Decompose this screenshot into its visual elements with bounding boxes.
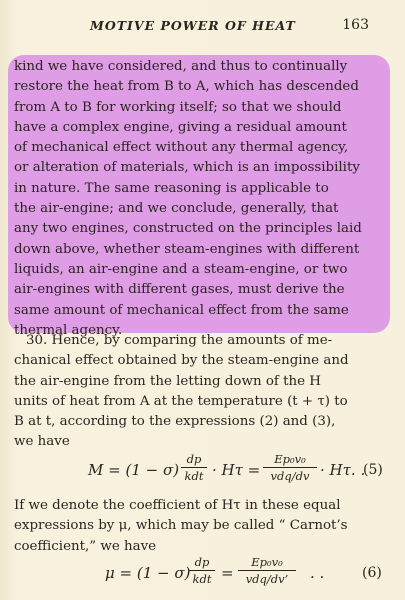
fraction-bar — [263, 467, 317, 468]
text-line: have a complex engine, giving a residual amount — [14, 119, 347, 135]
equation-lhs: μ = (1 − σ) — [105, 564, 191, 582]
text-line: liquids, an air-engine and a steam-engine, or two — [14, 261, 348, 277]
fraction-numerator: Ep₀v₀ — [251, 555, 283, 569]
text-line: 30. Hence, by comparing the amounts of me- — [26, 333, 333, 348]
fraction-bar — [189, 570, 215, 571]
equation-rhs: · Hτ. . — [320, 461, 366, 479]
fraction-numerator: Ep₀v₀ — [274, 452, 306, 466]
equation-rhs: . . — [310, 564, 325, 582]
fraction-bar — [181, 467, 207, 468]
text-line: down above, whether steam-engines with different — [14, 241, 360, 257]
text-line: air-engines with different gases, must derive the — [14, 282, 345, 298]
paragraph-carnot-coefficient — [14, 496, 369, 557]
equation-number: (5) — [363, 462, 383, 478]
fraction-denominator: vdq/dv’ — [245, 572, 289, 586]
text-line: coefficient,” we have — [14, 538, 157, 554]
text-line: or alteration of materials, which is an impossibility — [14, 160, 360, 176]
text-line: chanical effect obtained by the steam-engine and — [14, 353, 349, 369]
fraction-numerator: dp — [186, 452, 202, 466]
text-line: units of heat from A at the temperature (t + τ) to — [14, 393, 348, 409]
text-line: we have — [14, 434, 70, 450]
page-header — [0, 18, 405, 36]
text-line: expressions by μ, which may be called “ Carnot’s — [14, 518, 348, 534]
text-line: of mechanical effect without any thermal agency, — [14, 140, 349, 156]
fraction-denominator: kdt — [184, 469, 204, 483]
fraction-numerator: dp — [194, 555, 210, 569]
text-line: kind we have considered, and thus to continually — [14, 59, 348, 74]
fraction-ep-vdq — [263, 452, 317, 483]
text-line: from A to B for working itself; so that we should — [14, 99, 342, 115]
fraction-ep-vdq — [238, 555, 296, 586]
fraction-bar — [238, 570, 296, 571]
running-title: MOTIVE POWER OF HEAT — [90, 18, 296, 33]
text-line: the air-engine from the letting down of the H — [14, 373, 321, 389]
text-line: thermal agency. — [14, 322, 123, 338]
paragraph-section-30 — [14, 331, 369, 453]
fraction-dp-kdt — [181, 452, 207, 483]
equation-lhs: M = (1 − σ) — [88, 461, 180, 479]
equation-number: (6) — [362, 565, 382, 581]
equation-middle: · Hτ = — [212, 461, 261, 479]
text-line: B at t, according to the expressions (2) and (3), — [14, 414, 336, 430]
fraction-dp-kdt — [189, 555, 215, 586]
paragraph-highlighted — [14, 57, 369, 341]
fraction-denominator: kdt — [192, 572, 212, 586]
equation-6 — [105, 552, 390, 594]
text-line: the air-engine; and we conclude, generally, that — [14, 201, 339, 217]
equation-middle: = — [221, 564, 234, 582]
text-line: restore the heat from B to A, which has descended — [14, 79, 359, 95]
equation-5 — [88, 450, 388, 490]
text-line: If we denote the coefficient of Hτ in these equal — [14, 498, 341, 513]
text-line: in nature. The same reasoning is applicable to — [14, 180, 329, 196]
page-number: 163 — [342, 17, 369, 33]
text-line: same amount of mechanical effect from the same — [14, 302, 349, 318]
fraction-denominator: vdq/dv — [270, 469, 310, 483]
text-line: any two engines, constructed on the principles laid — [14, 221, 362, 237]
